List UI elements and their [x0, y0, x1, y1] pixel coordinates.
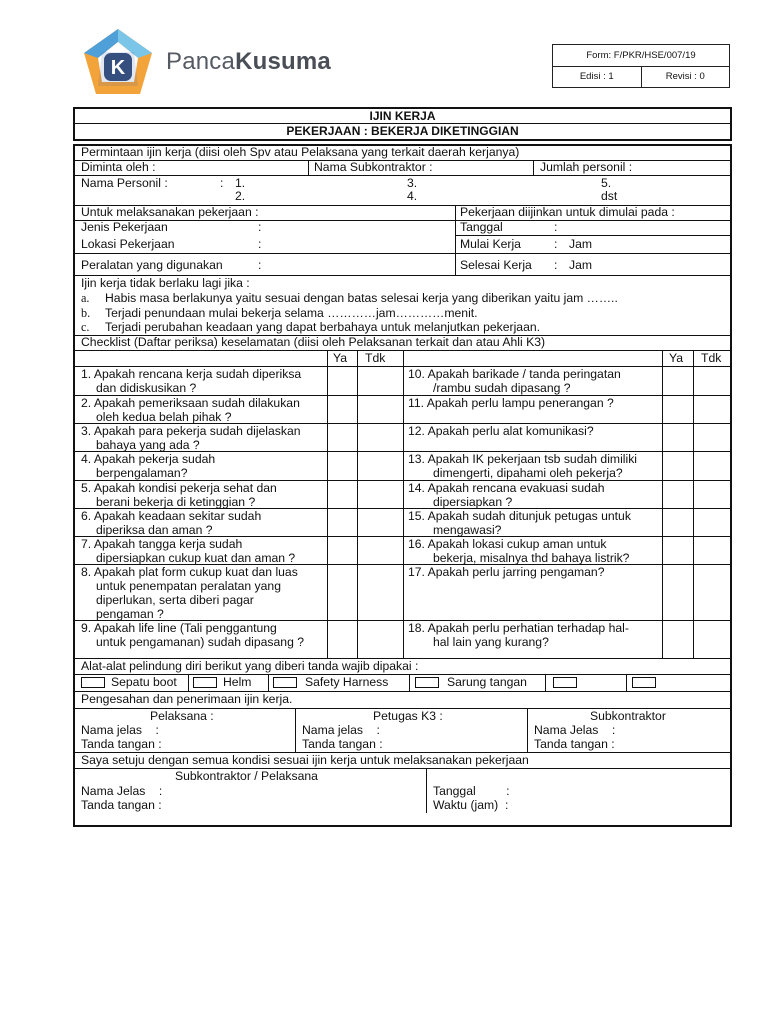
validity-letter: a.: [81, 291, 90, 305]
validity-item-b: Terjadi penundaan mulai bekerja selama …………jam…………menit.: [105, 306, 478, 320]
agreement-name: Nama Jelas :: [81, 784, 163, 798]
checklist-item-right: 17. Apakah perlu jarring pengaman?: [408, 565, 605, 579]
personnel-5: 5.: [601, 176, 612, 190]
colon: :: [258, 237, 262, 251]
agreement-heading-row: [75, 753, 730, 769]
checklist-answer-cell[interactable]: [358, 537, 403, 564]
checklist-answer-cell[interactable]: [358, 565, 403, 620]
checklist-item-left: 6. Apakah keadaan sekitar sudah: [81, 509, 262, 523]
checklist-answer-cell[interactable]: [663, 509, 693, 536]
petugas-name: Nama jelas :: [302, 723, 380, 737]
checklist-item-right: dimengerti, dipahami oleh pekerja?: [433, 466, 623, 480]
checklist-answer-cell[interactable]: [358, 367, 403, 395]
agreement-date: Tanggal :: [433, 784, 510, 798]
checklist-answer-cell[interactable]: [694, 621, 730, 659]
ppe-checkbox[interactable]: [632, 677, 656, 688]
colon: :: [554, 220, 558, 234]
checklist-item-right: mengawasi?: [433, 523, 502, 537]
checklist-answer-cell[interactable]: [694, 481, 730, 508]
subkontraktor-label: Subkontraktor: [590, 709, 666, 723]
checklist-answer-cell[interactable]: [328, 452, 357, 480]
checklist-item-right: dipersiapkan ?: [433, 495, 513, 509]
work-purpose-label: Untuk melaksanakan pekerjaan :: [81, 205, 259, 219]
permit-form: [73, 144, 732, 827]
checklist-answer-cell[interactable]: [694, 509, 730, 536]
document-title: [73, 107, 732, 141]
checklist-answer-cell[interactable]: [663, 621, 693, 659]
personnel-row: [75, 176, 730, 206]
company-logo: [80, 26, 340, 102]
checklist-answer-cell[interactable]: [358, 481, 403, 508]
colon: :: [554, 258, 558, 272]
agreement-time: Waktu (jam) :: [433, 798, 509, 812]
checklist-item-right: 14. Apakah rencana evakuasi sudah: [408, 481, 605, 495]
personnel-dst: dst: [601, 189, 618, 203]
agreement-heading: Saya setuju dengan semua kondisi sesuai ijin kerja untuk melaksanakan pekerjaan: [81, 753, 529, 767]
checklist-item-left: untuk penempatan peralatan yang: [96, 579, 281, 593]
checklist-answer-cell[interactable]: [663, 481, 693, 508]
revision: Revisi : 0: [665, 71, 705, 82]
colon: :: [258, 220, 262, 234]
checklist-answer-cell[interactable]: [328, 367, 357, 395]
checklist-answer-cell[interactable]: [328, 509, 357, 536]
checklist-answer-cell[interactable]: [694, 565, 730, 620]
ppe-sarung-tangan: Sarung tangan: [447, 675, 527, 689]
start-label: Mulai Kerja: [460, 237, 521, 251]
checklist-item-right: bekerja, misalnya thd bahaya listrik?: [433, 551, 630, 565]
approval-heading-row: [75, 692, 730, 709]
checklist-item-left: berpengalaman?: [96, 466, 188, 480]
checklist-item-right: 12. Apakah perlu alat komunikasi?: [408, 424, 594, 438]
personnel-count-label: Jumlah personil :: [540, 160, 633, 174]
checklist-item-left: 5. Apakah kondisi pekerja sehat dan: [81, 481, 277, 495]
checklist-heading-row: [75, 336, 730, 351]
form-code: Form: F/PKR/HSE/007/19: [553, 45, 729, 67]
personnel-1: 1.: [235, 176, 246, 190]
checklist-answer-cell[interactable]: [358, 452, 403, 480]
tdk-header: Tdk: [365, 351, 386, 365]
checklist-item-left: berani bekerja di ketinggian ?: [96, 495, 256, 509]
checklist-item-right: 13. Apakah IK pekerjaan tsb sudah dimiliki: [408, 452, 637, 466]
finish-label: Selesai Kerja: [460, 258, 532, 272]
request-heading-row: [75, 146, 730, 161]
checklist-answer-cell[interactable]: [358, 396, 403, 423]
checklist-answer-cell[interactable]: [328, 537, 357, 564]
equipment-label: Peralatan yang digunakan: [81, 258, 223, 272]
ppe-heading: Alat-alat pelindung diri berikut yang diberi tanda wajib dipakai :: [81, 659, 419, 673]
date-label: Tanggal: [460, 220, 503, 234]
checklist-answer-cell[interactable]: [663, 452, 693, 480]
subkon-signature: Tanda tangan :: [534, 737, 615, 751]
requested-by-label: Diminta oleh :: [81, 160, 156, 174]
validity-block: [75, 276, 730, 336]
checklist-answer-cell[interactable]: [328, 396, 357, 423]
checklist-item-left: 1. Apakah rencana kerja sudah diperiksa: [81, 367, 302, 381]
agreement-sign: Tanda tangan :: [81, 798, 162, 812]
checklist-item-left: oleh kedua belah pihak ?: [96, 410, 232, 424]
personnel-2: 2.: [235, 189, 246, 203]
work-block: [75, 206, 730, 276]
checklist-answer-cell[interactable]: [694, 367, 730, 395]
ppe-checkbox[interactable]: [273, 677, 297, 688]
svg-text:K: K: [110, 57, 126, 79]
work-location-label: Lokasi Pekerjaan: [81, 237, 175, 251]
checklist-answer-cell[interactable]: [358, 509, 403, 536]
petugas-signature: Tanda tangan :: [302, 737, 383, 751]
petugas-k3-label: Petugas K3 :: [373, 709, 443, 723]
checklist-answer-cell[interactable]: [328, 565, 357, 620]
pancakusuma-logo-icon: [80, 26, 156, 102]
checklist-answer-cell[interactable]: [358, 621, 403, 659]
colon: :: [258, 258, 262, 272]
checklist-item-left: 4. Apakah pekerja sudah: [81, 452, 216, 466]
pelaksana-name: Nama jelas :: [81, 723, 159, 737]
checklist-item-right: /rambu sudah dipasang ?: [433, 381, 571, 395]
checklist-table: [75, 351, 730, 659]
checklist-answer-cell[interactable]: [663, 424, 693, 451]
colon: :: [554, 237, 558, 251]
pelaksana-label: Pelaksana :: [150, 709, 214, 723]
ppe-items-row: [75, 675, 730, 692]
subcontractor-name-label: Nama Subkontraktor :: [314, 160, 433, 174]
jam-label: Jam: [569, 237, 593, 251]
requester-row: [75, 161, 730, 176]
ya-header: Ya: [669, 351, 684, 365]
ppe-checkbox[interactable]: [415, 677, 439, 688]
checklist-item-left: dan didiskusikan ?: [96, 381, 197, 395]
agreement-signature: [75, 769, 730, 825]
checklist-item-left: pengaman ?: [96, 607, 164, 621]
title-line-2: PEKERJAAN : BEKERJA DIKETINGGIAN: [286, 124, 519, 138]
title-line-1: IJIN KERJA: [75, 109, 730, 124]
ppe-sepatu-boot: Sepatu boot: [111, 675, 177, 689]
checklist-answer-cell[interactable]: [328, 621, 357, 659]
checklist-answer-cell[interactable]: [694, 396, 730, 423]
jam-label: Jam: [569, 258, 593, 272]
checklist-answer-cell[interactable]: [328, 481, 357, 508]
checklist-item-right: hal lain yang kurang?: [433, 635, 549, 649]
checklist-item-left: diperlukan, serta diberi pagar: [96, 593, 254, 607]
checklist-item-left: 9. Apakah life line (Tali penggantung: [81, 621, 277, 635]
checklist-item-right: 15. Apakah sudah ditunjuk petugas untuk: [408, 509, 631, 523]
approval-heading: Pengesahan dan penerimaan ijin kerja.: [81, 692, 293, 706]
checklist-item-left: 7. Apakah tangga kerja sudah: [81, 537, 243, 551]
checklist-item-left: diperiksa dan aman ?: [96, 523, 213, 537]
checklist-item-left: untuk pengamanan) sudah dipasang ?: [96, 635, 305, 649]
work-allowed-label: Pekerjaan diijinkan untuk dimulai pada :: [460, 205, 675, 219]
pelaksana-signature: Tanda tangan :: [81, 737, 162, 751]
checklist-answer-cell[interactable]: [694, 537, 730, 564]
checklist-item-left: 3. Apakah para pekerja sudah dijelaskan: [81, 424, 301, 438]
checklist-answer-cell[interactable]: [328, 424, 357, 451]
checklist-answer-cell[interactable]: [694, 452, 730, 480]
checklist-item-right: 11. Apakah perlu lampu penerangan ?: [408, 396, 614, 410]
request-heading: Permintaan ijin kerja (diisi oleh Spv atau Pelaksana yang terkait daerah kerjanya): [81, 145, 520, 159]
checklist-item-left: dipersiapkan cukup kuat dan aman ?: [96, 551, 296, 565]
brand-name: PancaKusuma: [166, 48, 331, 75]
subkon-name: Nama Jelas :: [534, 723, 616, 737]
validity-heading: Ijin kerja tidak berlaku lagi jika :: [81, 276, 250, 290]
checklist-answer-cell[interactable]: [358, 424, 403, 451]
approval-signatures: [75, 709, 730, 753]
ya-header: Ya: [333, 351, 348, 365]
checklist-answer-cell[interactable]: [694, 424, 730, 451]
checklist-item-left: 8. Apakah plat form cukup kuat dan luas: [81, 565, 298, 579]
personnel-3: 3.: [407, 176, 418, 190]
edition: Edisi : 1: [553, 67, 642, 87]
ppe-checkbox[interactable]: [81, 677, 105, 688]
checklist-item-right: 18. Apakah perlu perhatian terhadap hal-: [408, 621, 629, 635]
checklist-answer-cell[interactable]: [663, 396, 693, 423]
ppe-checkbox[interactable]: [553, 677, 577, 688]
validity-item-c: Terjadi perubahan keadaan yang dapat berbahaya untuk melanjutkan pekerjaan.: [105, 320, 541, 334]
ppe-heading-row: [75, 659, 730, 675]
ppe-safety-harness: Safety Harness: [305, 675, 389, 689]
personnel-label: Nama Personil :: [81, 176, 168, 190]
ppe-checkbox[interactable]: [193, 677, 217, 688]
checklist-answer-cell[interactable]: [663, 537, 693, 564]
validity-letter: c.: [81, 320, 90, 334]
form-meta-box: [552, 44, 730, 88]
checklist-answer-cell[interactable]: [663, 565, 693, 620]
personnel-4: 4.: [407, 189, 418, 203]
validity-item-a: Habis masa berlakunya yaitu sesuai dengan batas selesai kerja yang diberikan yaitu jam ……..: [105, 291, 618, 305]
checklist-item-right: 16. Apakah lokasi cukup aman untuk: [408, 537, 607, 551]
checklist-item-right: 10. Apakah barikade / tanda peringatan: [408, 367, 621, 381]
agreement-role: Subkontraktor / Pelaksana: [175, 769, 318, 783]
validity-letter: b.: [81, 306, 91, 320]
checklist-heading: Checklist (Daftar periksa) keselamatan (diisi oleh Pelaksanan terkait dan atau Ahli K3): [81, 335, 546, 349]
checklist-answer-cell[interactable]: [663, 367, 693, 395]
checklist-item-left: bahaya yang ada ?: [96, 438, 200, 452]
ppe-helm: Helm: [223, 675, 252, 689]
work-type-label: Jenis Pekerjaan: [81, 220, 168, 234]
tdk-header: Tdk: [701, 351, 722, 365]
checklist-item-left: 2. Apakah pemeriksaan sudah dilakukan: [81, 396, 300, 410]
colon: :: [220, 176, 224, 190]
